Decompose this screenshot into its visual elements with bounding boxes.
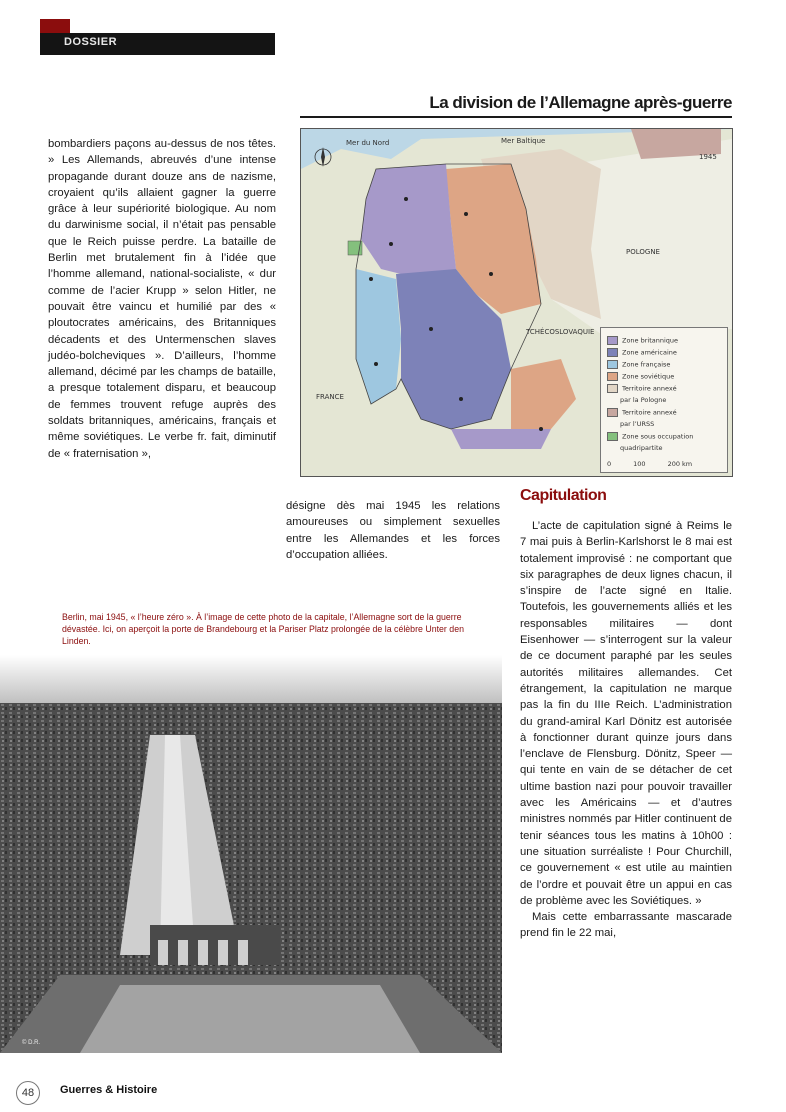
legend-swatch [607, 348, 618, 357]
legend-swatch [607, 360, 618, 369]
capitulation-paragraph-2: Mais cette embarrassante mascarade prend fin le 22 mai, [520, 911, 732, 940]
map-legend [600, 327, 728, 473]
legend-swatch [607, 421, 616, 428]
capitulation-paragraph-1: L’acte de capitulation signé à Reims le 7 mai puis à Berlin-Karlshorst le 8 mai est totalement improvisé : ne comportant que six paragraphes de deux lignes chacun, il s’inspire de l’acte signé en Italie. Toutefois, les gouvernements alliés et les responsables militaires — dont Eisenhower — s’interrogent sur la valeur de ce document paraphé par les seules autorités militaires allemandes. Cet étrangement, la capitulation ne marque pas la fin du IIIe Reich. L’administration du grand-amiral Karl Dönitz est autorisée à fonctionner durant quinze jours dans l’enclave de Flensburg. Dönitz, Speer — qui tente en vain de se détacher de cet ultime bastion nazi pour pouvoir travailler avec les Américains — et d’autres ministres nommés par Hitler continuent de tenir séances tous les matins à 10h00 : une situation surréaliste ! Pour Churchill, ce gouvernement « est utile au maintien de l’ordre et pouvait être un appui en cas de problème avec les Soviétiques. » [520, 520, 732, 907]
legend-item [607, 420, 654, 429]
legend-swatch [607, 384, 618, 393]
sea-baltic-label: Mer Baltique [501, 137, 546, 145]
capitulation-heading: Capitulation [520, 487, 607, 504]
legend-swatch [607, 372, 618, 381]
legend-item [607, 432, 693, 441]
scale-tick: 100 [633, 460, 646, 468]
legend-label: Territoire annexé [622, 384, 677, 393]
legend-label: Territoire annexé [622, 408, 677, 417]
legend-item [607, 372, 674, 381]
legend-label: Zone française [622, 360, 671, 369]
article-column-1: bombardiers paçons au-dessus de nos têtes. » Les Allemands, abreuvés d’une intense propagande durant douze ans de nazisme, croyaient qu’ils allaient gagner la guerre grâce à leur supériorité biologique. Au nom du darwinisme social, il n’était pas pensable que le Reich puisse perdre. La bataille de Berlin met brutalement fin à l’idée que l’homme allemand, national-socialiste, « dur comme de l’acier Krupp » selon Hitler, ne pouvait être vaincu et humilié par des « ploutocrates américains, des Britanniques décadents et des Untermenschen slaves judéo-bolcheviques ». D’ailleurs, l’homme allemand, décimé par les champs de bataille, a presque totalement disparu, et beaucoup de femmes trouvent refuge auprès des soldats britanniques, américains, français et même soviétiques. Le verbe fr. fait, diminutif de « fraternisation », [48, 138, 276, 460]
map-title: La division de l’Allemagne après-guerre [429, 93, 732, 112]
year-label: 1945 [699, 153, 717, 161]
magazine-name: Guerres & Histoire [60, 1084, 158, 1096]
legend-item [607, 396, 666, 405]
legend-item [607, 360, 670, 369]
article-column-3 [520, 518, 732, 942]
legend-item [607, 348, 677, 357]
legend-item [607, 444, 663, 453]
czech-label: TCHÉCOSLOVAQUIE [526, 328, 595, 336]
legend-swatch [607, 397, 616, 404]
legend-label: Zone soviétique [622, 372, 675, 381]
berlin-aerial-photo [0, 655, 502, 1053]
title-rule [300, 116, 732, 118]
scale-tick: 0 [607, 460, 612, 468]
photo-caption: Berlin, mai 1945, « l’heure zéro ». À l’image de cette photo de la capitale, l’Allemagne sort de la guerre dévastée. Ici, on aperçoit la porte de Brandebourg et la Pariser Platz prolongée de la célèbre Unter den Linden. [62, 612, 464, 646]
scale-tick: 200 km [667, 460, 693, 468]
article-column-2: désigne dès mai 1945 les relations amoureuses ou simplement sexuelles entre les Allemandes et les forces d’occupation alliées. [286, 500, 500, 561]
legend-label: Zone sous occupation [622, 432, 694, 441]
page-number: 48 [16, 1081, 40, 1105]
map-scale [607, 460, 714, 469]
legend-label: quadripartite [620, 444, 663, 452]
photo-credit: © D.R. [22, 1040, 41, 1046]
france-label: FRANCE [316, 393, 344, 401]
legend-item [607, 408, 677, 417]
legend-label: Zone britannique [622, 336, 679, 345]
legend-label: par la Pologne [620, 396, 667, 404]
legend-swatch [607, 336, 618, 345]
legend-item [607, 384, 677, 393]
austria-west [451, 429, 551, 449]
legend-item [607, 336, 678, 345]
legend-swatch [607, 432, 618, 441]
poland-label: POLOGNE [626, 248, 660, 256]
legend-label: par l’URSS [620, 420, 655, 428]
sea-north-label: Mer du Nord [346, 139, 390, 147]
germany-division-map [300, 128, 733, 477]
legend-label: Zone américaine [622, 348, 677, 357]
legend-swatch [607, 408, 618, 417]
section-label: DOSSIER [64, 36, 118, 48]
legend-swatch [607, 445, 616, 452]
